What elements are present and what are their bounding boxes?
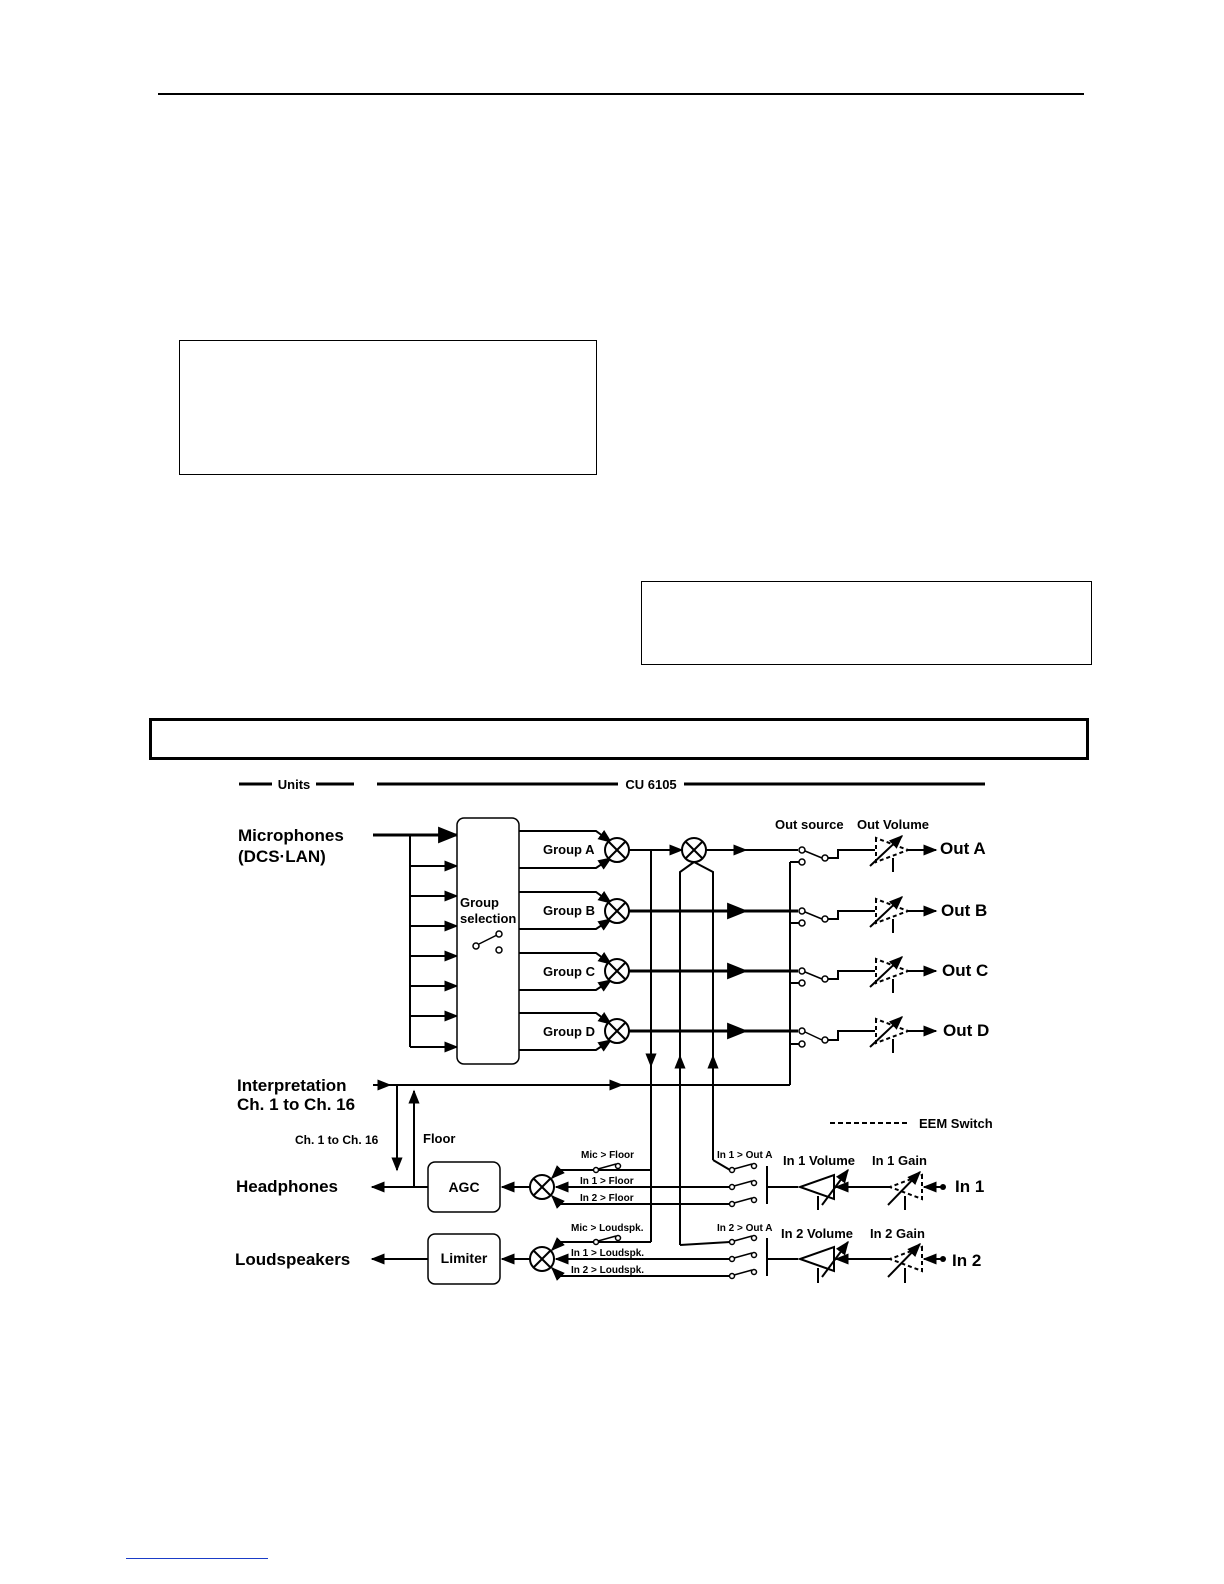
microphone-bus (373, 835, 457, 1047)
group-selection-sublabel: selection (460, 911, 517, 926)
in1-gain-label: In 1 Gain (872, 1153, 927, 1168)
in1-volume-label: In 1 Volume (783, 1153, 855, 1168)
in2-floor-label: In 2 > Floor (580, 1193, 634, 1204)
output-mixers (530, 1175, 554, 1271)
in2-terminal (940, 1256, 946, 1262)
mic-floor-label: Mic > Floor (581, 1150, 635, 1161)
footer-link-underline (126, 1558, 268, 1559)
limiter-label: Limiter (440, 1250, 488, 1266)
in2-gain-label: In 2 Gain (870, 1226, 925, 1241)
in1-out-a-label: In 1 > Out A (717, 1150, 773, 1161)
group-c-label: Group C (543, 964, 595, 979)
microphones-label: Microphones (238, 826, 344, 845)
group-selection-block (457, 818, 519, 1064)
group-output-lines (629, 850, 800, 1245)
mixer-icon (530, 1175, 554, 1199)
mixer-icon (605, 899, 629, 923)
in1-floor-label: In 1 > Floor (580, 1176, 634, 1187)
out-source-label: Out source (775, 817, 844, 832)
in2-out-a-label: In 2 > Out A (717, 1223, 773, 1234)
out-volume-amplifiers (828, 836, 936, 1053)
in1-loudspk-label: In 1 > Loudspk. (571, 1248, 645, 1259)
interpretation-sublabel: Ch. 1 to Ch. 16 (237, 1095, 356, 1114)
in1-terminal (940, 1184, 946, 1190)
agc-label: AGC (448, 1179, 480, 1195)
microphones-sublabel: (DCS·LAN) (238, 847, 326, 866)
group-b-label: Group B (543, 903, 595, 918)
mixer-icon (530, 1247, 554, 1271)
interpretation-label: Interpretation (237, 1076, 347, 1095)
in2-volume-label: In 2 Volume (781, 1226, 853, 1241)
group-mixers (605, 838, 706, 1043)
out-b-label: Out B (941, 901, 988, 920)
floor-label: Floor (423, 1131, 456, 1146)
group-d-label: Group D (543, 1024, 595, 1039)
bracket-cu-label: CU 6105 (625, 777, 677, 792)
mixer-icon (605, 838, 629, 862)
out-a-label: Out A (940, 839, 986, 858)
loudspeakers-label: Loudspeakers (235, 1250, 351, 1269)
in2-label: In 2 (952, 1251, 982, 1270)
mic-loudspk-label: Mic > Loudspk. (571, 1223, 644, 1234)
headphones-label: Headphones (236, 1177, 339, 1196)
group-a-label: Group A (543, 842, 595, 857)
in1-label: In 1 (955, 1177, 985, 1196)
bracket-units-label: Units (277, 777, 311, 792)
group-channels (519, 831, 611, 1050)
input-chain-lines (680, 1160, 945, 1283)
out-switches (799, 847, 828, 1047)
out-d-label: Out D (943, 1021, 990, 1040)
mixer-icon (605, 1019, 629, 1043)
mixer-icon (682, 838, 706, 862)
mixer-icon (605, 959, 629, 983)
group-selection-label: Group (460, 895, 499, 910)
eem-switch-label: EEM Switch (919, 1116, 993, 1131)
out-c-label: Out C (942, 961, 989, 980)
ch-label: Ch. 1 to Ch. 16 (295, 1133, 379, 1147)
in2-loudspk-label: In 2 > Loudspk. (571, 1265, 645, 1276)
out-volume-label: Out Volume (857, 817, 929, 832)
